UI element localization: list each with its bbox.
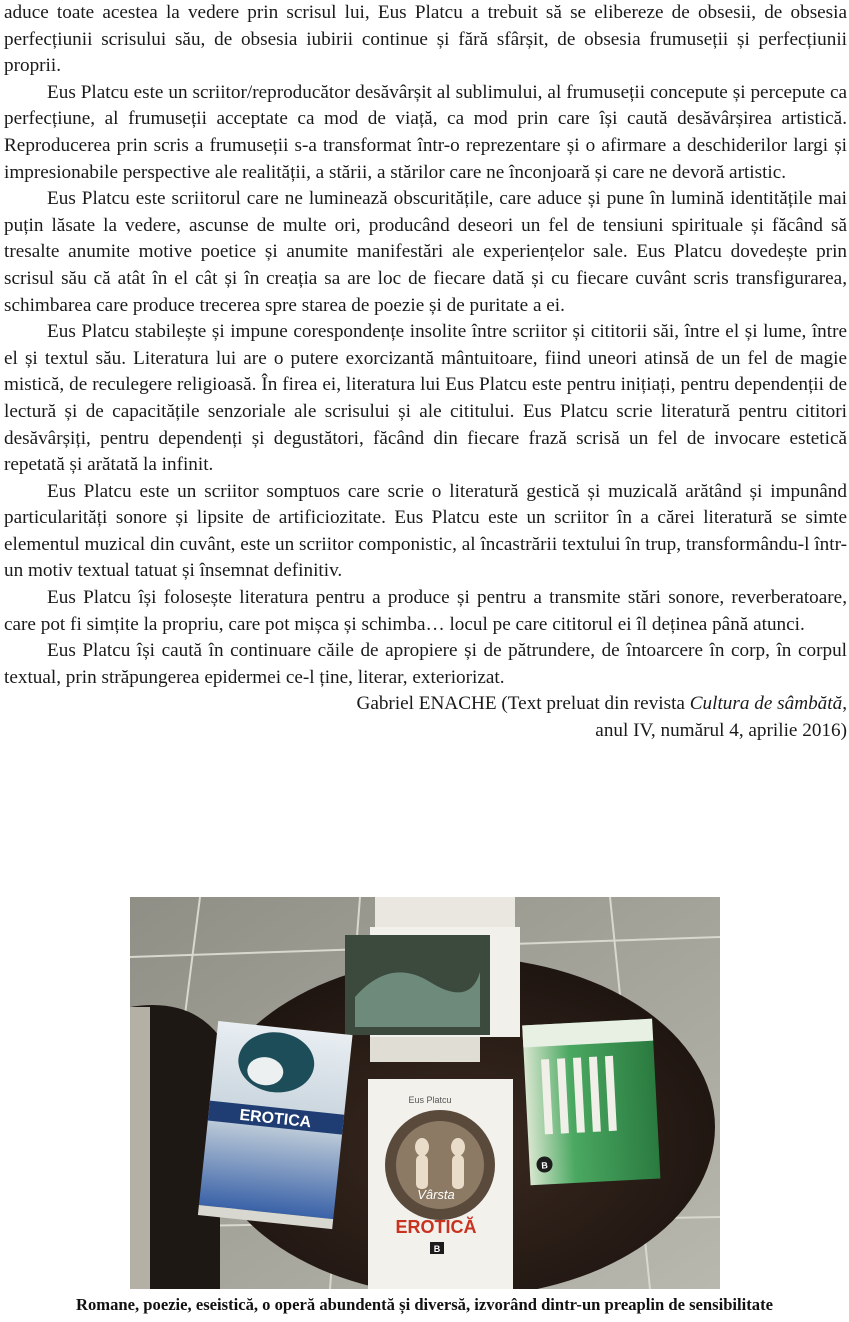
book-center-title-b: EROTICĂ [395, 1217, 477, 1237]
signature-line-1 [4, 691, 847, 718]
back-book-edge [370, 1037, 480, 1062]
book-center-author: Eus Platcu [408, 1095, 452, 1105]
book-left [198, 1021, 353, 1229]
chair-leg [130, 1007, 150, 1289]
paragraph-5: Eus Platcu este un scriitor somptuos care scrie o literatură gestică și muzicală arătând și impunând particularități sonore și lipsite de artificiozitate. Eus Platcu este un scriitor în a cărei literatură se simte elementul muzical din cuvânt, este un scriitor componistic, al încastrării textului în trup, transformându-l într-un motiv textual tatuat și însemnat definitiv. [4, 480, 847, 582]
book-center [368, 1079, 513, 1289]
books-photo [130, 897, 720, 1289]
book-right [522, 1019, 660, 1186]
book-right-publisher: B [541, 1160, 549, 1171]
paragraph-4: Eus Platcu stabilește și impune corespondențe insolite între scriitor și cititorii săi, între el și lume, între el și textul său. Literatura lui are o putere exorcizantă mântuitoare, fiind uneori atinsă de un fel de magie mistică, de reculegere religioasă. În firea ei, literatura lui Eus Platcu este pentru inițiați, pentru dependenții de lectură și de capacitățile senzoriale ale scrisului și ale cititului. Eus Platcu scrie literatură pentru cititori desăvârșiți, pentru dependenți și degustători, făcând din fiecare frază scrisă un fel de invocare estetică repetată și arătată la infinit. [4, 321, 847, 476]
paragraph-6: Eus Platcu își folosește literatura pentru a produce și pentru a transmite stări sonore, reverberatoare, care pot fi simțite la propriu, care pot mișca și schimba… locul pe care cititorul ei îl deținea până atunci. [4, 587, 847, 635]
book-left-title: EROTICA [238, 1106, 313, 1132]
paragraph-3: Eus Platcu este scriitorul care ne luminează obscuritățile, care aduce și pune în lumină identitățile mai puțin lăsate la vedere, ascunse de multe ori, producând deseori un fel de tensiuni spirituale și făcând să tresalte anumite motive poetice și anumite manifestări ale experiențelor sale. Eus Platcu dovedește prin scrisul său că atât în el cât și în creația sa are loc de fiecare dată și cu fiecare cuvânt scris transfigurarea, schimbarea care produce trecerea spre starea de poezie și de puritate a ei. [4, 188, 847, 316]
books-photo-illustration [130, 897, 720, 1289]
photo-caption: Romane, poezie, eseistică, o operă abundentă și diversă, izvorând dintr-un preaplin de sensibilitate [76, 1295, 773, 1314]
book-center-publisher: B [433, 1244, 441, 1254]
book-center-title-a: Vârsta [417, 1187, 455, 1202]
paragraph-2: Eus Platcu este un scriitor/reproducător desăvârșit al sublimului, al frumuseții concepute și percepute ca perfecțiune, al frumuseții acceptate ca mod de viață, ca mod prin care își caută desăvârșirea artistică. Reproducerea prin scris a frumuseții s-a transformat într-o reprezentare și o afirmare a deschiderilor largi și impresionabile perspective ale realității, a stării, a stărilor care ne înconjoară și care ne devoră artistic. [4, 81, 847, 183]
signature-prefix: Gabriel ENACHE (Text preluat din revista [356, 693, 690, 715]
author-signature [4, 691, 847, 744]
signature-suffix: , [842, 693, 847, 715]
journal-name: Cultura de sâmbătă [689, 693, 843, 715]
signature-line-2: anul IV, numărul 4, aprilie 2016) [595, 720, 847, 742]
paragraph-1: aduce toate acestea la vedere prin scrisul lui, Eus Platcu a trebuit să se elibereze de obsesii, de obsesia perfecțiunii scrisului său, de obsesia iubirii continue și fără sfârșit, de obsesia frumuseții și perfecțiunii proprii. [4, 2, 847, 77]
paragraph-7: Eus Platcu își caută în continuare căile de apropiere și de pătrundere, de întoarcere în corp, în corpul textual, prin străpungerea epidermei ce-l ține, literar, exteriorizat. [4, 640, 847, 688]
article-body [4, 0, 847, 745]
